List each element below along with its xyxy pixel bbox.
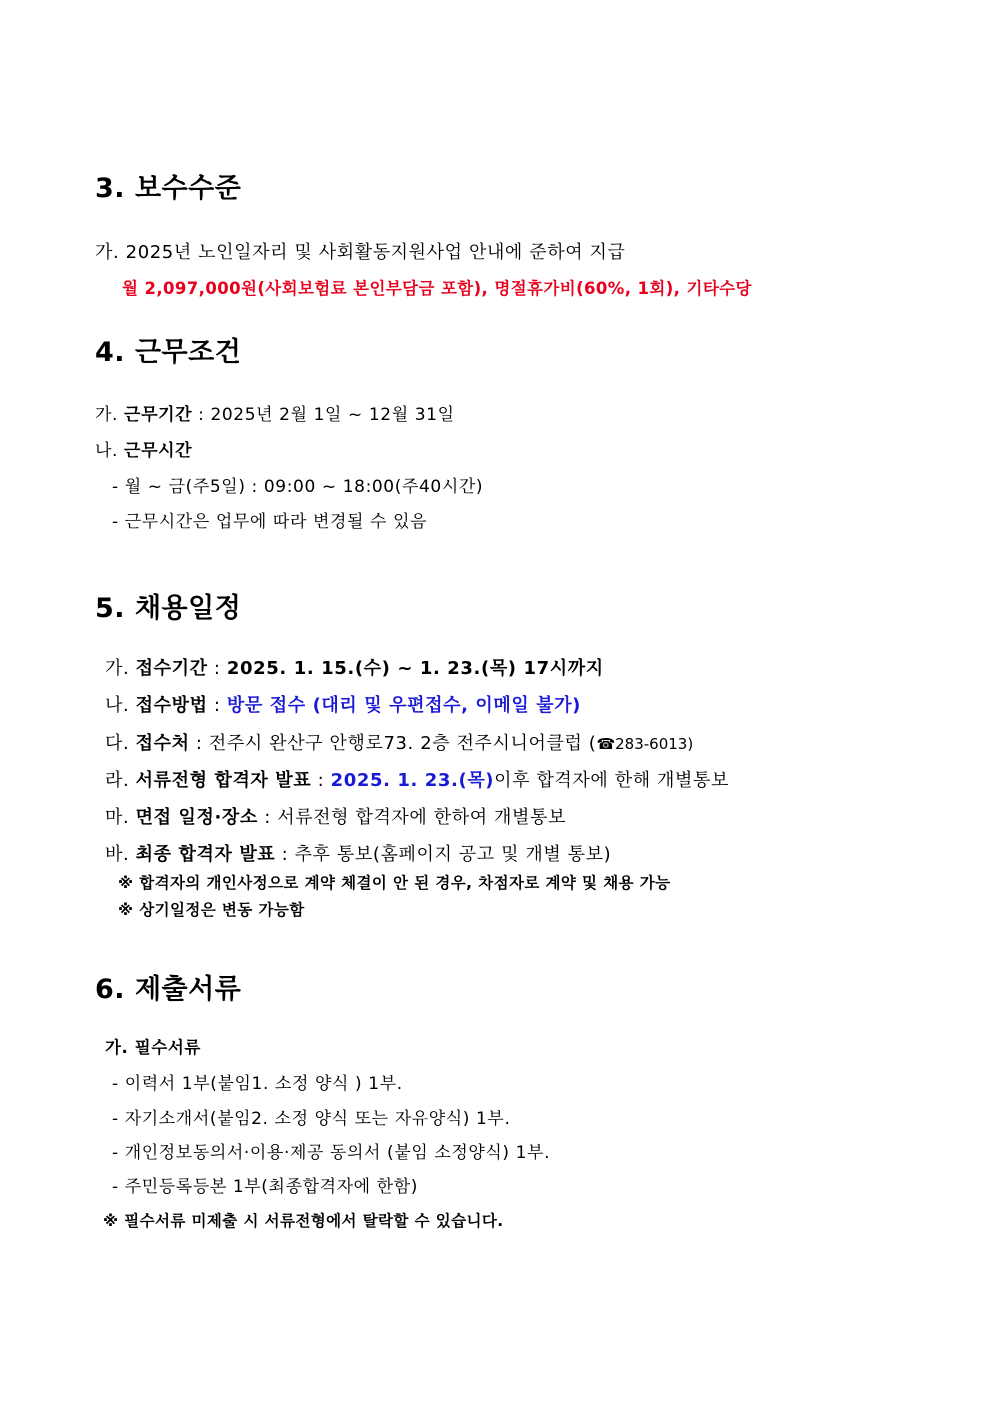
s5-item-value: 2025. 1. 15.(수) ~ 1. 23.(목) 17시까지 [226, 658, 604, 679]
s6-doc-item: - 자기소개서(붙임2. 소정 양식 또는 자유양식) 1부. [112, 1109, 511, 1129]
s4-bullet-1: - 월 ~ 금(주5일) : 09:00 ~ 18:00(주40시간) [112, 477, 484, 497]
s5-item-prefix: 라. [105, 770, 130, 791]
s5-item-prefix: 가. [105, 658, 130, 679]
s5-item-value-date: 2025. 1. 23.(목) [330, 770, 495, 791]
s3-item-a [95, 238, 626, 264]
section-3-heading: 3. 보수수준 [95, 173, 242, 204]
s3-pay-detail: 월 2,097,000원(사회보험료 본인부담금 포함), 명절휴가비(60%, 1회), 기타수당 [122, 279, 752, 298]
s5-item-sep: : [207, 658, 227, 679]
s5-item-method [105, 691, 581, 717]
s6-note: ※ 필수서류 미제출 시 서류전형에서 탈락할 수 있습니다. [103, 1212, 504, 1230]
s5-item-label: 접수처 [135, 733, 190, 754]
s4-item-a [95, 400, 455, 425]
s5-item-place [105, 729, 693, 755]
s5-item-period [105, 654, 604, 680]
s4-item-b-label: 근무시간 [124, 441, 193, 461]
s4-item-a-prefix: 가. [95, 405, 119, 425]
section-4-heading: 4. 근무조건 [95, 337, 242, 368]
section-5-heading: 5. 채용일정 [95, 593, 242, 624]
s5-item-prefix: 바. [105, 844, 130, 865]
s5-item-prefix: 마. [105, 807, 130, 828]
s4-item-a-label: 근무기간 [124, 405, 193, 425]
s4-item-b [95, 436, 192, 461]
s5-item-label: 면접 일정·장소 [135, 807, 258, 828]
s5-item-value: 이후 합격자에 한해 개별통보 [494, 770, 729, 791]
s3-item-a-text: 2025년 노인일자리 및 사회활동지원사업 안내에 준하여 지급 [125, 242, 626, 263]
s5-item-sep: : [311, 770, 331, 791]
s5-item-doc-result [105, 766, 729, 792]
s5-item-value: 전주시 완산구 안행로73. 2층 전주시니어클럽 ( [208, 733, 597, 754]
s4-item-a-value: : 2025년 2월 1일 ~ 12월 31일 [192, 405, 455, 425]
s5-note-1: ※ 합격자의 개인사정으로 계약 체결이 안 된 경우, 차점자로 계약 및 채용 가능 [118, 874, 671, 892]
s6-subheading: 가. 필수서류 [105, 1038, 201, 1057]
s4-item-b-prefix: 나. [95, 441, 119, 461]
s5-item-sep: : [275, 844, 295, 865]
s6-doc-item: - 개인정보동의서·이용·제공 동의서 (붙임 소정양식) 1부. [112, 1143, 551, 1163]
s3-item-a-prefix: 가. [95, 242, 120, 263]
s5-item-sep: : [257, 807, 278, 828]
phone-number: 283-6013) [615, 735, 694, 753]
s5-note-2: ※ 상기일정은 변동 가능함 [118, 901, 305, 919]
s5-item-prefix: 나. [105, 695, 130, 716]
s4-bullet-2: - 근무시간은 업무에 따라 변경될 수 있음 [112, 512, 428, 532]
section-6-heading: 6. 제출서류 [95, 974, 242, 1005]
s6-doc-item: - 주민등록등본 1부(최종합격자에 한함) [112, 1177, 418, 1197]
s5-item-interview [105, 803, 566, 829]
s5-item-value: 방문 접수 (대리 및 우편접수, 이메일 불가) [226, 695, 582, 716]
s5-item-label: 접수기간 [135, 658, 208, 679]
s5-item-sep: : [189, 733, 209, 754]
s5-item-label: 최종 합격자 발표 [135, 844, 276, 865]
s5-item-prefix: 다. [105, 733, 130, 754]
s5-item-sep: : [207, 695, 227, 716]
s5-item-value: 서류전형 합격자에 한하여 개별통보 [277, 807, 566, 828]
s5-item-label: 접수방법 [135, 695, 208, 716]
s5-item-final [105, 840, 611, 866]
phone-icon: ☎ [596, 735, 616, 753]
s5-item-label: 서류전형 합격자 발표 [135, 770, 312, 791]
s6-doc-item: - 이력서 1부(붙임1. 소정 양식 ) 1부. [112, 1074, 403, 1094]
s5-item-value: 추후 통보(홈페이지 공고 및 개별 통보) [294, 844, 612, 865]
